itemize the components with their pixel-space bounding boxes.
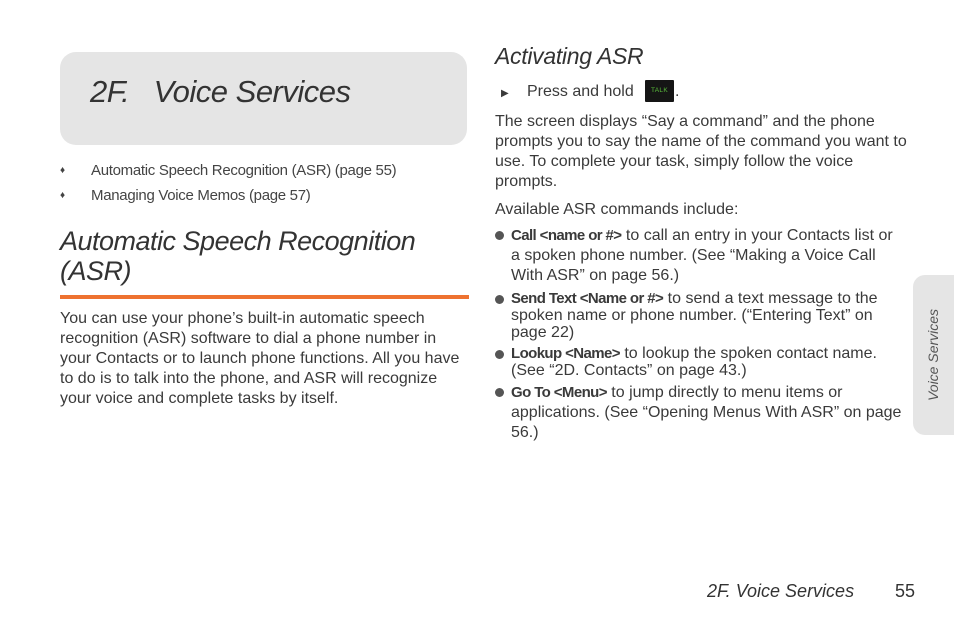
commands-intro: Available ASR commands include:	[495, 201, 739, 218]
command-description: to send a text message to the spoken name or phone number. (“Entering Text” on page 22)	[511, 290, 878, 341]
activating-description: The screen displays “Say a command” and the phone prompts you to say the name of the command you want to use. To complete your task, simply follow the voice prompts.	[495, 113, 907, 190]
side-tab-label: Voice Services	[925, 308, 941, 402]
bullet-dot-icon	[495, 231, 504, 240]
step-text: Press and hold	[527, 83, 634, 100]
step-period: .	[675, 83, 680, 100]
section-divider	[60, 295, 469, 299]
toc-item[interactable]	[60, 187, 460, 212]
toc-item[interactable]	[60, 162, 460, 187]
chapter-side-tab	[913, 275, 954, 435]
command-key: Lookup <Name>	[511, 345, 620, 362]
command-description: to lookup the spoken contact name. (See “2D. Contacts” on page 43.)	[511, 345, 877, 379]
bullet-dot-icon	[495, 388, 504, 397]
page-number: 55	[895, 581, 916, 601]
play-arrow-icon: ▶	[501, 88, 509, 99]
command-description: to call an entry in your Contacts list or a spoken phone number. (See “Making a Voice Call With ASR” on page 56.)	[511, 227, 893, 284]
command-text	[511, 383, 905, 443]
chapter-title: 2F. Voice Services	[90, 74, 351, 109]
talk-key-icon: TALK	[645, 80, 674, 102]
section-body: You can use your phone’s built-in automatic speech recognition (ASR) software to dial a phone number in your Contacts or to launch phone functions. All you have to do is to talk into the phone, and ASR will recognize your voice and complete tasks by itself.	[60, 310, 460, 407]
footer-title: 2F. Voice Services	[707, 581, 855, 601]
toc-item-label[interactable]: Managing Voice Memos (page 57)	[91, 187, 311, 204]
command-description: to jump directly to menu items or applications. (See “Opening Menus With ASR” on page 56.)	[511, 384, 902, 441]
chapter-header	[60, 52, 467, 145]
toc-item-label[interactable]: Automatic Speech Recognition (ASR) (page 55)	[91, 162, 397, 179]
command-key: Send Text <Name or #>	[511, 290, 664, 307]
diamond-bullet-icon: ♦	[60, 165, 65, 176]
command-text	[511, 345, 905, 379]
command-key: Go To <Menu>	[511, 384, 607, 401]
chapter-contents	[60, 162, 460, 212]
command-key: Call <name or #>	[511, 227, 622, 244]
diamond-bullet-icon: ♦	[60, 190, 65, 201]
bullet-dot-icon	[495, 295, 504, 304]
section-title: Automatic Speech Recognition (ASR)	[60, 226, 416, 286]
command-text	[511, 290, 905, 341]
command-text	[511, 226, 905, 286]
bullet-dot-icon	[495, 350, 504, 359]
subsection-title: Activating ASR	[495, 43, 644, 69]
